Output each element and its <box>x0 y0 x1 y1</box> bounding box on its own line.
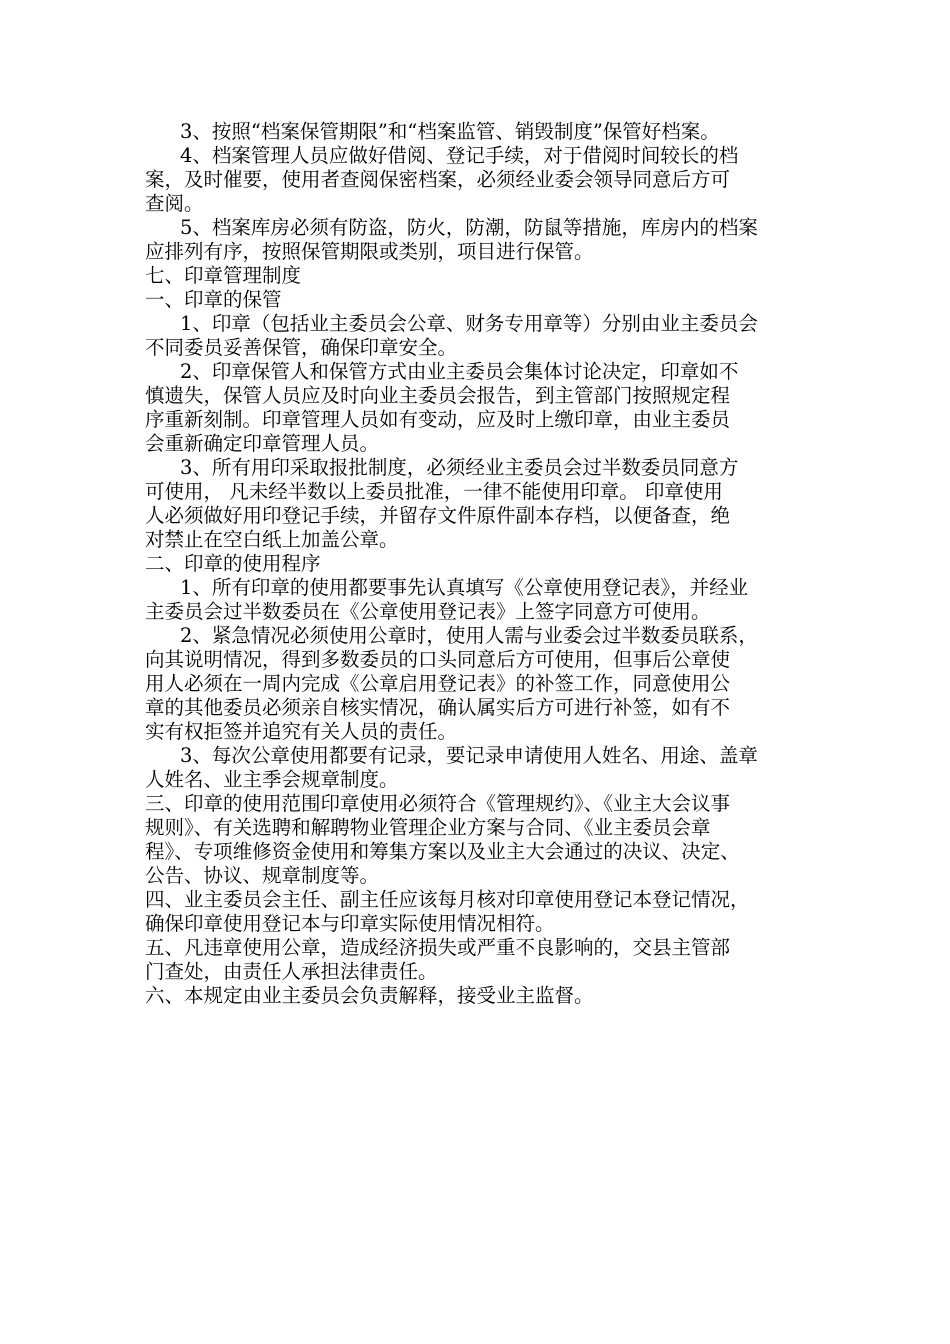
subsection-heading: 一、印章的保管 <box>145 288 282 311</box>
text-line: 2、印章保管人和保管方式由业主委员会集体讨论决定，印章如不 <box>180 360 739 383</box>
text-line: 2、紧急情况必须使用公章时，使用人需与业委会过半数委员联系， <box>180 624 758 647</box>
document-body <box>145 120 825 1008</box>
text-line: 四、业主委员会主任、副主任应该每月核对印章使用登记本登记情况， <box>145 888 750 911</box>
text-line: 人姓名、业主季会规章制度。 <box>145 768 399 791</box>
text-line: 章的其他委员必须亲自核实情况，确认属实后方可进行补签，如有不 <box>145 696 731 719</box>
text-line: 向其说明情况，得到多数委员的口头同意后方可使用，但事后公章使 <box>145 648 731 671</box>
text-line: 六、本规定由业主委员会负责解释，接受业主监督。 <box>145 984 594 1007</box>
text-line: 对禁止在空白纸上加盖公章。 <box>145 528 399 551</box>
text-line: 3、按照“档案保管期限”和“档案监管、销毁制度”保管好档案。 <box>180 120 720 143</box>
text-line: 1、所有印章的使用都要事先认真填写《公章使用登记表》，并经业 <box>180 576 749 599</box>
subsection-heading: 二、印章的使用程序 <box>145 552 321 575</box>
text-line: 3、每次公章使用都要有记录，要记录申请使用人姓名、用途、盖章 <box>180 744 758 767</box>
text-line: 主委员会过半数委员在《公章使用登记表》上签字同意方可使用。 <box>145 600 711 623</box>
text-line: 查阅。 <box>145 192 204 215</box>
text-line: 规则》、有关选聘和解聘物业管理企业方案与合同、《业主委员会章 <box>145 816 711 839</box>
text-line: 3、所有用印采取报批制度，必须经业主委员会过半数委员同意方 <box>180 456 739 479</box>
section-heading: 七、印章管理制度 <box>145 264 302 287</box>
text-line: 三、印章的使用范围印章使用必须符合《管理规约》、《业主大会议事 <box>145 792 731 815</box>
text-line: 实有权拒签并追究有关人员的责任。 <box>145 720 458 743</box>
text-line: 门查处，由责任人承担法律责任。 <box>145 960 438 983</box>
text-line: 确保印章使用登记本与印章实际使用情况相符。 <box>145 912 555 935</box>
text-line: 程》、专项维修资金使用和筹集方案以及业主大会通过的决议、决定、 <box>145 840 740 863</box>
text-line: 序重新刻制。印章管理人员如有变动，应及时上缴印章，由业主委员 <box>145 408 731 431</box>
text-line: 用人必须在一周内完成《公章启用登记表》的补签工作，同意使用公 <box>145 672 731 695</box>
text-line: 人必须做好用印登记手续，并留存文件原件副本存档，以便备查，绝 <box>145 504 731 527</box>
text-line: 公告、协议、规章制度等。 <box>145 864 380 887</box>
text-line: 1、印章（包括业主委员会公章、财务专用章等）分别由业主委员会 <box>180 312 758 335</box>
text-line: 案，及时催要，使用者查阅保密档案，必须经业委会领导同意后方可 <box>145 168 731 191</box>
text-line: 5、档案库房必须有防盗，防火，防潮，防鼠等措施，库房内的档案 <box>180 216 758 239</box>
text-line: 不同委员妥善保管，确保印章安全。 <box>145 336 458 359</box>
text-line: 4、档案管理人员应做好借阅、登记手续，对于借阅时间较长的档 <box>180 144 739 167</box>
text-line: 会重新确定印章管理人员。 <box>145 432 380 455</box>
text-line: 五、凡违章使用公章，造成经济损失或严重不良影响的，交县主管部 <box>145 936 731 959</box>
text-line: 应排列有序，按照保管期限或类别，项目进行保管。 <box>145 240 594 263</box>
text-line: 可使用， 凡未经半数以上委员批准，一律不能使用印章。 印章使用 <box>145 480 723 503</box>
text-line: 慎遗失，保管人员应及时向业主委员会报告，到主管部门按照规定程 <box>145 384 731 407</box>
